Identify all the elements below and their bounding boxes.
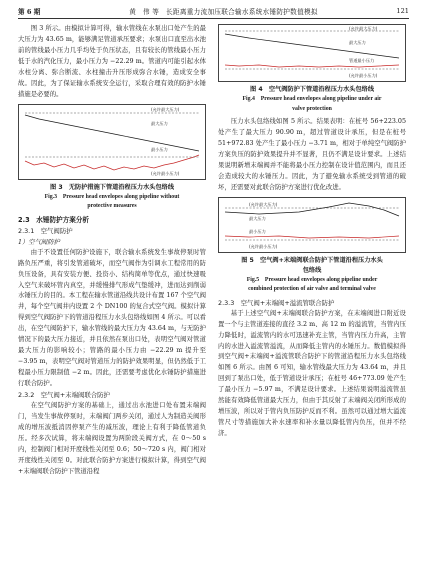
section-2-3-heading: 2.3 水锤防护方案分析 (18, 215, 90, 224)
figure-3-chart (18, 104, 206, 180)
paragraph-3: 在空气阀防护方案的基础上，通过出水池进口处布置末端阀门，当发生事故停泵时，末端阀门两步关闭，通过人为制造关阀形成的增压波抵消因停泵产生的减压波，理论上有利于降低管道负压。经多次试算，将末端阀设置为两阶段关阀方式，在 0～50 s 内，控制阀门相对开度线性关闭至 0.6；50～720 s 内，阀门相对开度线性关闭至 0。对此联合防护方案进行模拟计算，得到空气阀+末端阀联合防护下管道沿程 (18, 402, 206, 475)
figure-5-caption-en-1: Fig.5 Pressure head envelopes along pipeline under (246, 276, 378, 283)
section-2-3-3-heading: 2.3.3 空气阀+末端阀+溢流管联合防护 (218, 298, 335, 307)
figure-4-caption-en-2: valve protection (292, 105, 332, 112)
fig4-legend-allow-min: (允许最小压力) (349, 73, 378, 78)
fig3-legend-min: 最小压力 (151, 146, 168, 152)
paragraph-4: 压力水头包络线如图 5 所示。结果表明：在桩号 56+223.05 处产生了最大压力 90.90 m，超过管道设计承压，但是在桩号 51+972.83 处产生了最小压力 −3.71 m，相对于单纯空气阀防护方案负压的防护效果提升并不显著，且仍不满足设计要求。上述结果说明新增末端阀并不能将最小压力控制在设计值范围内，而且还会造成较大的水锤压力。因此，为了避免输水系统受到管道的破坏，还需要对此联合防护方案进行优化改进。 (218, 118, 406, 191)
figure-3-caption-zh: 图 3 无防护措施下管道沿程压力水头包络线 (49, 183, 175, 191)
right-column (218, 24, 406, 440)
fig3-max-line (25, 115, 199, 151)
fig4-legend-max: 最大压力 (349, 40, 366, 45)
page-number: 121 (396, 7, 409, 15)
fig5-legend-allow-max: (允许最大压力) (249, 201, 278, 207)
paragraph-5: 基于上述空气阀+末端阀联合防护方案，在末端阀进口附近设置一个与主管道连接的直径 3.2 m、高 12 m 的溢流管，当管内压力降低时，溢流管内的水可迅速补充主管，当管内压力升高，主管内的水进入溢流管溢流，从而降低主管内的水锤压力。数值模拟得到空气阀+末端阀+溢流管联合防护下的管道沿程压力水头包络线如图 6 所示。由图 6 可知，输水管线最大压力为 43.64 m，并且回到了泵出口处，低于管道设计承压；在桩号 46+773.09 处产生了最小压力 −5.97 m，不满足设计要求。上述结果说明溢流管虽然能有效降低管道最大压力，但由于其反射了末端阀关闭所形成的增压波，所以对于管内负压防护反而不利。虽然可以通过增大溢流管尺寸等措施加大补水速率和补水量以降低管内负压，但并不经济。 (218, 309, 406, 438)
figure-4-caption-zh: 图 4 空气阀防护下管道沿程压力水头包络线 (249, 86, 375, 93)
subsection-air-valve-heading: 1）空气阀防护 (18, 238, 60, 246)
fig4-min-line (225, 65, 399, 67)
fig3-legend-allow-max: (允许最大压力) (151, 106, 180, 112)
page-header (18, 4, 409, 19)
figure-3-caption-en-2: protective measures (87, 203, 137, 210)
fig5-legend-min: 最小压力 (249, 228, 266, 234)
figure-4-chart (218, 24, 406, 82)
running-title: 黄 伟 等 长距离重力流加压联合输水系统水锤防护数值模拟 (129, 8, 318, 16)
fig5-min-line (225, 236, 399, 238)
fig3-legend-max: 最大压力 (151, 120, 168, 126)
paragraph-1: 图 3 所示。由模拟计算可得，输水管线在水泵出口处产生的最大压力为 43.65 m，能够满足管道承压要求；水泵出口直至出水池前的管线最小压力几乎均处于负压状态，且有较长的管线最小压力低于水的汽化压力，最小压力为 −22.29 m。管道内可能引起水体水柱分离、弥合断流、水柱撞击升压形成弥合水锤，造成安全事故。因此，为了保证输水系统安全运行，采取合理有效的防护水锤措施是必要的。 (18, 25, 206, 98)
fig5-legend-allow-min: (允许最小压力) (249, 243, 278, 249)
figure-5-caption-zh-2: 包络线 (302, 266, 322, 274)
figure-3-svg (19, 105, 205, 179)
paragraph-2: 由于不设置任何防护设施下，联合输水系统发生事故停泵时管路负压严重，将引发管道破坏，而空气阀作为引调水工程常用的防负压设备，具有安装方便、投资小、结构简单等优点，通过快速吸入空气来破坏管内真空，并缓慢排气形成气垫缓冲，进而达到削弱水锤压力的目的。本工程在输水管道沿线共设计布置 167 个空气阀井，每个空气阀井内设置 2 个 DN100 的复合式空气阀。模拟计算得到空气阀防护下的管道沿程压力水头包络线如图 4 所示。可以看出，在空气阀防护下，输水管线的最大压力为 43.64 m，与无防护情况下的最大压力接近，并且依然在泵出口处，表明空气阀对管道最大压力的影响较小；管路的最小压力由 −22.29 m 提升至 −3.95 m，表明空气阀对管道压力的防护效果明显，但仍然低于工程最小压力限制值 −2 m。因此，还需要考虑优化水锤防护措施进行联合防护。 (18, 248, 206, 388)
figure-5-chart (218, 197, 406, 253)
section-2-3-1-heading: 2.3.1 空气阀防护 (18, 226, 73, 235)
figure-5-svg (219, 198, 405, 252)
figure-5-caption-en-2: combined protection of air valve and terminal valve (248, 286, 376, 293)
figure-4-caption-en-1: Fig.4 Pressure head envelopes along pipeline under air (242, 96, 382, 102)
fig4-legend-min: 管道最小压力 (349, 58, 375, 63)
section-2-3-2-heading: 2.3.2 空气阀+末端阀联合防护 (18, 391, 110, 400)
fig4-legend-allow-max: (允许最大压力) (349, 26, 378, 31)
figure-4-svg (219, 25, 405, 81)
left-column (18, 24, 206, 478)
figure-3-caption-en-1: Fig.3 Pressure head envelopes along pipeline without (44, 193, 180, 200)
fig5-legend-max: 最大压力 (249, 215, 266, 221)
fig4-max-line (225, 34, 399, 58)
issue-number: 第 6 期 (18, 8, 41, 16)
fig3-legend-allow-min: (允许最小压力) (151, 170, 180, 176)
figure-5-caption-zh-1: 图 5 空气阀+末端阀联合防护下管道沿程压力水头 (241, 256, 383, 264)
